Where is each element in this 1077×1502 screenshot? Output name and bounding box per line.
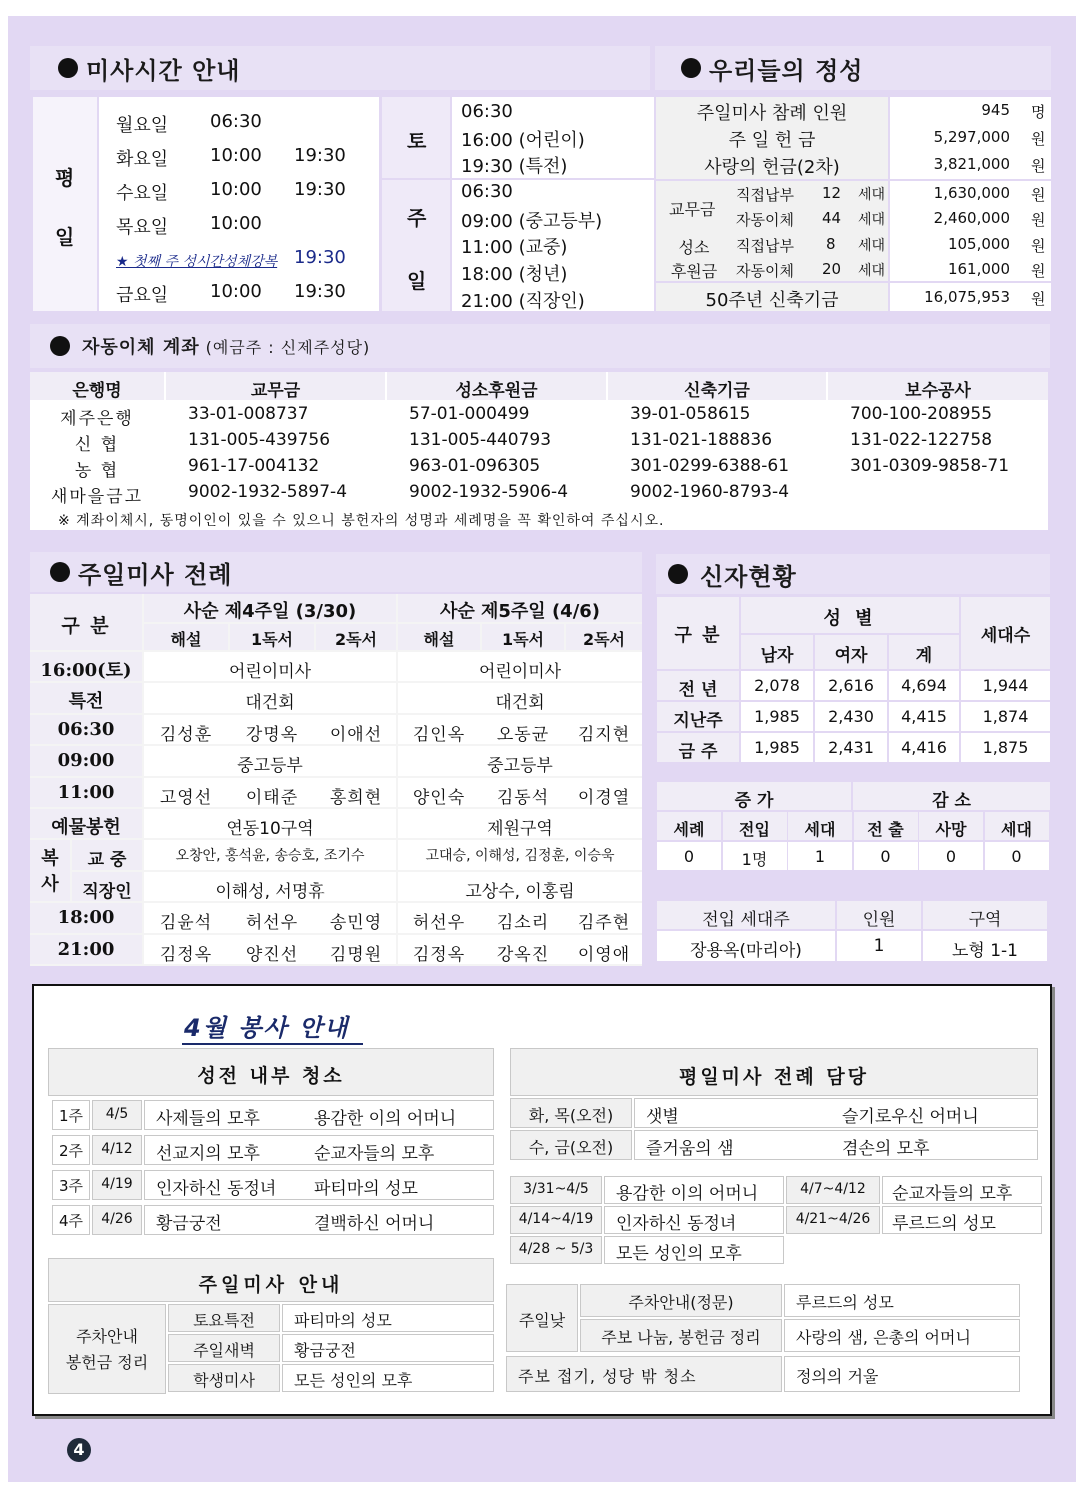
- accounts-header: 보수공사: [905, 381, 971, 401]
- account-number: 9002-1932-5897-4: [188, 482, 348, 502]
- bank-name: 새마을금고: [50, 487, 144, 507]
- weekday-time-2: 19:30: [294, 247, 346, 268]
- offering-unit: 원: [1031, 157, 1046, 175]
- period-date: 4/14~4/19: [518, 1211, 594, 1227]
- cleaning-group-1: 사제들의 모후: [156, 1109, 260, 1129]
- cleaning-week: 2주: [58, 1142, 84, 1160]
- cleaning-date: 4/19: [101, 1176, 133, 1192]
- liturgy-assignment: 대건회: [245, 693, 295, 714]
- members-value: 4,694: [901, 676, 947, 695]
- sat-label-cell: [382, 97, 450, 178]
- weekday-group-1: 즐거움의 샘: [646, 1139, 734, 1159]
- members-value: 4,416: [901, 738, 947, 757]
- cleaning-group-1: 선교지의 모후: [156, 1144, 260, 1164]
- sun-time: 06:30: [461, 181, 513, 202]
- weekday-time-2: 19:30: [294, 281, 346, 302]
- liturgy-reader: 송민영: [329, 913, 383, 934]
- liturgy-reader: 김성훈: [159, 724, 213, 745]
- bullet-icon: [50, 336, 70, 356]
- liturgy-row-label: 11:00: [57, 781, 115, 803]
- weekday-liturgy-title: 평일미사 전례 담당: [678, 1066, 870, 1088]
- gyomu-value-unit: 원: [1031, 186, 1046, 204]
- gyomu-type: 직접납부: [736, 186, 794, 204]
- liturgy-row-label: 예물봉헌: [51, 817, 121, 838]
- sun-time: 21:00 (직장인): [461, 291, 585, 312]
- liturgy-row-label: 06:30: [57, 718, 115, 740]
- accounts-header: 교무금: [250, 381, 301, 401]
- sat-time: 16:00 (어린이): [461, 130, 585, 151]
- sun-times: [452, 180, 654, 311]
- transfer-value: 1: [873, 936, 885, 956]
- transfer-header: 구역: [968, 910, 1002, 930]
- sungso-unit: 세대: [858, 263, 886, 279]
- members-title-text: 신자현황: [700, 562, 797, 591]
- weekday-name: 목요일: [116, 217, 169, 238]
- bank-name: 신 협: [74, 435, 120, 455]
- first-week-note: ★ 첫째 주 성시간성체강복: [116, 254, 278, 270]
- transfer-value: 노형 1-1: [951, 941, 1018, 961]
- sunday-left-label: 주차안내: [76, 1327, 138, 1346]
- liturgy-assignment: 어린이미사: [478, 662, 562, 682]
- liturgy-row-label: 특전: [68, 691, 104, 713]
- liturgy-assignment: 중고등부: [237, 756, 303, 777]
- liturgy-row-label: 09:00: [57, 750, 115, 772]
- members-value: 2,431: [828, 738, 874, 757]
- account-number: 131-005-440793: [409, 430, 552, 450]
- account-number: 33-01-008737: [188, 404, 309, 424]
- change-value: 1: [814, 847, 826, 866]
- liturgy-reader: 오동균: [496, 724, 550, 745]
- bullet-icon: [50, 562, 70, 582]
- sunday-mass: 학생미사: [193, 1371, 255, 1390]
- change-col-header: 세대: [804, 820, 836, 839]
- change-col-header: 전입: [739, 820, 770, 839]
- liturgy-reader: 허선우: [412, 913, 466, 934]
- liturgy-reader: 고영선: [159, 787, 213, 808]
- sunday-group: 황금궁전: [294, 1341, 356, 1360]
- weekday-times: [99, 97, 379, 311]
- change-value: 0: [945, 847, 957, 866]
- sub-header: 1독서: [501, 630, 545, 649]
- gyomu-label: 교무금: [669, 200, 716, 219]
- period-date: 4/21~4/26: [795, 1211, 871, 1227]
- sun-label-cell: [382, 180, 450, 311]
- accounts-subtitle: (예금주 : 신제주성당): [205, 337, 371, 357]
- liturgy-row-label: 16:00(토): [40, 660, 132, 681]
- members-value: 2,430: [828, 707, 874, 726]
- period-date: 4/28 ~ 5/3: [518, 1241, 594, 1257]
- liturgy-reader: 양인숙: [412, 787, 466, 808]
- gyomu-unit: 세대: [858, 212, 886, 228]
- account-number: 57-01-000499: [409, 404, 530, 424]
- sunday-left-label: 봉헌금 정리: [65, 1353, 149, 1372]
- liturgy-assignment: 고상수, 이홍림: [465, 881, 575, 902]
- account-number: 961-17-004132: [188, 456, 320, 476]
- liturgy-row-label: 교 중: [87, 850, 127, 871]
- members-row-label: 지난주: [673, 711, 723, 731]
- account-number: 9002-1960-8793-4: [630, 482, 790, 502]
- transfer-value: 장용옥(마리아): [690, 941, 802, 961]
- members-col-header: 여자: [834, 646, 868, 666]
- sub-header: 2독서: [582, 630, 626, 649]
- sunday-guide-title: 주일미사 안내: [198, 1274, 344, 1296]
- members-value: 1,985: [754, 738, 800, 757]
- weekday-time-1: 10:00: [210, 145, 262, 166]
- offering-value: 5,297,000: [933, 128, 1010, 146]
- period-group: 인자하신 동정녀: [616, 1214, 737, 1234]
- weekday-label-cell: [33, 97, 97, 311]
- offering-value: 945: [981, 101, 1010, 119]
- weekday-name: 화요일: [116, 149, 169, 170]
- sub-header: 2독서: [334, 630, 378, 649]
- members-value: 1,985: [754, 707, 800, 726]
- cleaning-group-2: 순교자들의 모후: [314, 1144, 435, 1164]
- boksa-label: 사: [41, 874, 59, 896]
- account-number: 301-0309-9858-71: [850, 456, 1010, 476]
- members-value: 1,944: [982, 676, 1029, 695]
- sun-time: 11:00 (교중): [461, 237, 568, 258]
- liturgy-table: [30, 594, 642, 966]
- liturgy-reader: 이경열: [577, 787, 631, 808]
- gyomu-value: 1,630,000: [933, 184, 1010, 202]
- sungso-count: 8: [826, 235, 836, 253]
- liturgy-title: [30, 552, 642, 592]
- liturgy-reader: 김윤석: [159, 913, 213, 934]
- period-date: 4/7~4/12: [800, 1181, 866, 1197]
- sungso-type: 자동이체: [736, 262, 794, 280]
- bullet-icon: [681, 58, 701, 78]
- liturgy-assignment: 고대승, 이해성, 김정훈, 이승욱: [425, 848, 615, 865]
- liturgy-assignment: 이해성, 서명휴: [215, 881, 325, 902]
- offering-value: 3,821,000: [933, 155, 1010, 173]
- liturgy-reader: 이영애: [577, 944, 631, 965]
- transfer-header: 전입 세대주: [702, 910, 790, 930]
- change-value: 0: [880, 847, 891, 866]
- sungso-value: 105,000: [947, 235, 1010, 253]
- liturgy-reader: 양진선: [245, 944, 299, 965]
- sat-times: [452, 97, 654, 178]
- transfer-table: [657, 901, 1047, 963]
- account-number: 9002-1932-5906-4: [409, 482, 569, 502]
- daytime-label: 주일낮: [518, 1311, 566, 1330]
- sungso-value-unit: 원: [1031, 237, 1046, 255]
- daytime-group: 루르드의 성모: [796, 1293, 894, 1312]
- weekday-group-2: 겸손의 모후: [842, 1139, 930, 1159]
- members-row-label: 전 년: [678, 680, 718, 700]
- sun-time: 09:00 (중고등부): [461, 211, 603, 232]
- liturgy-reader: 홍희현: [329, 787, 383, 808]
- change-col-header: 전 출: [867, 820, 904, 839]
- liturgy-reader: 김정옥: [412, 944, 466, 965]
- cleaning-week: 1주: [58, 1107, 84, 1125]
- accounts-header: 은행명: [72, 381, 122, 401]
- sub-header: 1독서: [250, 630, 294, 649]
- members-value: 1,874: [982, 707, 1029, 726]
- cleaning-date: 4/12: [101, 1141, 133, 1157]
- members-table: [657, 597, 1050, 765]
- week2-header: 사순 제5주일 (4/6): [439, 601, 601, 622]
- period-date: 3/31~4/5: [523, 1181, 589, 1197]
- sunday-group: 모든 성인의 모후: [294, 1371, 413, 1390]
- liturgy-reader: 김인옥: [412, 724, 466, 745]
- liturgy-row-label: 직장인: [82, 881, 132, 902]
- members-gubun: 구 분: [674, 625, 722, 646]
- transfer-header: 인원: [862, 910, 896, 930]
- mass-times-title: 미사시간 안내: [30, 46, 650, 90]
- weekday-days: 화, 목(오전): [528, 1106, 614, 1125]
- liturgy-assignment: 제원구역: [487, 819, 553, 839]
- weekday-time-1: 06:30: [210, 111, 262, 132]
- cleaning-date: 4/26: [101, 1211, 133, 1227]
- liturgy-reader: 강명옥: [245, 724, 299, 745]
- liturgy-reader: 김소리: [496, 913, 550, 934]
- members-value: 4,415: [901, 707, 947, 726]
- sub-header: 해설: [170, 630, 202, 649]
- sun-label-1: 주: [407, 206, 427, 230]
- sunday-left-cell: [48, 1304, 166, 1394]
- cleaning-group-1: 인자하신 동정녀: [156, 1179, 277, 1199]
- offering-unit: 명: [1031, 103, 1046, 121]
- weekday-time-2: 19:30: [294, 145, 346, 166]
- service-title: 4월 봉사 안내: [182, 1008, 363, 1045]
- gyomu-unit: 세대: [858, 187, 886, 203]
- cleaning-group-2: 파티마의 성모: [314, 1179, 418, 1199]
- accounts-header: 성소후원금: [455, 381, 538, 401]
- cleaning-week: 3주: [58, 1177, 84, 1195]
- offering-label: 주 일 헌 금: [728, 130, 816, 151]
- bullet-icon: [58, 58, 78, 78]
- service-box: [32, 984, 1052, 1416]
- anniv-value: 16,075,953: [924, 288, 1010, 306]
- offerings-table: [656, 97, 1051, 311]
- weekday-days: 수, 금(오전): [528, 1138, 614, 1157]
- account-number: 700-100-208955: [850, 404, 993, 424]
- liturgy-assignment: 오창안, 홍석윤, 송승호, 조기수: [175, 848, 365, 865]
- sun-label-2: 일: [407, 269, 427, 293]
- sungso-value-unit: 원: [1031, 262, 1046, 280]
- cleaning-date: 4/5: [105, 1106, 129, 1122]
- sunday-mass: 토요특전: [193, 1311, 255, 1330]
- sungso-unit: 세대: [858, 238, 886, 254]
- change-value: 1명: [741, 850, 768, 869]
- liturgy-assignment: 어린이미사: [228, 662, 312, 682]
- weekday-name: 월요일: [116, 115, 169, 136]
- period-group: 용감한 이의 어머니: [616, 1184, 759, 1204]
- weekday-time-1: 10:00: [210, 213, 262, 234]
- change-value: 0: [1011, 847, 1022, 866]
- sungso-label: 성소: [678, 238, 710, 257]
- daytime-task: 주보 나눔, 봉헌금 정리: [601, 1328, 761, 1347]
- account-number: 131-005-439756: [188, 430, 331, 450]
- change-value: 0: [683, 847, 695, 866]
- sungso-label: 후원금: [670, 262, 718, 281]
- gyomu-count: 12: [822, 184, 842, 202]
- weekday-name: 금요일: [116, 285, 169, 306]
- weekday-name: 수요일: [116, 183, 169, 204]
- liturgy-title-text: 주일미사 전례: [78, 560, 233, 589]
- liturgy-reader: 김정옥: [159, 944, 213, 965]
- gyomu-type: 자동이체: [736, 211, 794, 229]
- offering-label: 사랑의 헌금(2차): [704, 157, 840, 178]
- accounts-note: ※ 계좌이체시, 동명이인이 있을 수 있으니 봉헌자의 성명과 세례명을 꼭 확인하여 주십시오.: [58, 513, 665, 529]
- households-header: 세대수: [980, 626, 1031, 646]
- liturgy-assignment: 연동10구역: [226, 819, 314, 839]
- bank-name: 제주은행: [60, 409, 134, 429]
- sungso-count: 20: [822, 260, 842, 278]
- cleaning-group-2: 용감한 이의 어머니: [314, 1109, 457, 1129]
- members-title: [656, 554, 1050, 594]
- accounts-title-text: 자동이체 계좌: [82, 337, 200, 358]
- sat-time: 06:30: [461, 101, 513, 122]
- period-group: 모든 성인의 모후: [616, 1244, 742, 1264]
- members-row-label: 금 주: [678, 742, 718, 762]
- liturgy-reader: 허선우: [245, 913, 299, 934]
- change-col-header: 세례: [673, 820, 705, 839]
- boksa-label: 복: [41, 848, 59, 870]
- increase-header: 증 가: [734, 791, 774, 811]
- sunday-group: 파티마의 성모: [294, 1311, 392, 1330]
- weekday-group-1: 샛별: [646, 1107, 679, 1127]
- account-number: 131-022-122758: [850, 430, 993, 450]
- gubun-label: 구 분: [61, 615, 111, 637]
- members-value: 1,875: [982, 738, 1029, 757]
- daytime-task: 주차안내(정문): [628, 1293, 734, 1312]
- weekday-label-1: 평: [55, 166, 75, 190]
- sex-header: 성 별: [823, 608, 877, 629]
- liturgy-reader: 김명원: [329, 944, 383, 965]
- anniv-label: 50주년 신축기금: [705, 290, 839, 311]
- weekday-time-1: 10:00: [210, 281, 262, 302]
- gyomu-count: 44: [822, 209, 842, 227]
- daytime-group: 사랑의 샘, 은총의 어머니: [796, 1328, 971, 1347]
- offering-label: 주일미사 참례 인원: [696, 103, 848, 124]
- weekday-time-2: 19:30: [294, 179, 346, 200]
- members-value: 2,078: [754, 676, 800, 695]
- gyomu-value-unit: 원: [1031, 211, 1046, 229]
- liturgy-reader: 김주현: [577, 913, 631, 934]
- period-group: 순교자들의 모후: [892, 1184, 1013, 1204]
- cleaning-week: 4주: [58, 1212, 84, 1230]
- weekday-label-2: 일: [55, 225, 75, 249]
- change-col-header: 사망: [935, 820, 967, 839]
- liturgy-reader: 김동석: [496, 787, 550, 808]
- daytime-bottom-task: 주보 접기, 성당 밖 청소: [518, 1367, 697, 1386]
- members-change-table: [657, 782, 1050, 872]
- liturgy-assignment: 대건회: [495, 693, 545, 714]
- sun-time: 18:00 (청년): [461, 264, 568, 285]
- members-value: 2,616: [828, 676, 874, 695]
- sunday-mass: 주일새벽: [193, 1341, 255, 1360]
- offering-unit: 원: [1031, 130, 1046, 148]
- cleaning-group-1: 황금궁전: [156, 1214, 222, 1234]
- sungso-value: 161,000: [947, 260, 1010, 278]
- account-number: 301-0299-6388-61: [630, 456, 790, 476]
- sungso-type: 직접납부: [736, 237, 794, 255]
- cleaning-group-2: 결백하신 어머니: [314, 1214, 435, 1234]
- gyomu-value: 2,460,000: [933, 209, 1010, 227]
- account-number: 39-01-058615: [630, 404, 751, 424]
- liturgy-row-label: 21:00: [57, 938, 115, 960]
- liturgy-reader: 이태준: [245, 787, 299, 808]
- liturgy-row-label: 18:00: [57, 907, 115, 929]
- period-group: 루르드의 성모: [892, 1214, 996, 1234]
- weekday-time-1: 10:00: [210, 179, 262, 200]
- cleaning-title: 성전 내부 청소: [197, 1065, 345, 1087]
- liturgy-reader: 강옥진: [496, 944, 550, 965]
- offerings-title: 우리들의 정성: [655, 46, 1051, 90]
- accounts-table: [30, 372, 1048, 530]
- liturgy-assignment: 중고등부: [487, 756, 553, 777]
- page-number: 4: [67, 1438, 91, 1462]
- daytime-bottom-group: 정의의 거울: [796, 1367, 879, 1386]
- sat-time: 19:30 (특전): [461, 156, 568, 177]
- change-col-header: 세대: [1001, 820, 1032, 839]
- account-number: 963-01-096305: [409, 456, 541, 476]
- bank-name: 농 협: [74, 461, 120, 481]
- accounts-header: 신축기금: [684, 381, 750, 401]
- sub-header: 해설: [423, 630, 455, 649]
- anniv-unit: 원: [1031, 290, 1046, 308]
- week1-header: 사순 제4주일 (3/30): [183, 601, 357, 622]
- accounts-title: [30, 324, 1050, 368]
- weekday-group-2: 슬기로우신 어머니: [842, 1107, 979, 1127]
- liturgy-reader: 김지현: [577, 724, 631, 745]
- bullet-icon: [668, 564, 688, 584]
- account-number: 131-021-188836: [630, 430, 773, 450]
- members-col-header: 계: [915, 646, 933, 666]
- members-col-header: 남자: [760, 646, 794, 666]
- sat-label: 토: [407, 129, 427, 153]
- decrease-header: 감 소: [932, 791, 971, 811]
- liturgy-reader: 이애선: [329, 724, 383, 745]
